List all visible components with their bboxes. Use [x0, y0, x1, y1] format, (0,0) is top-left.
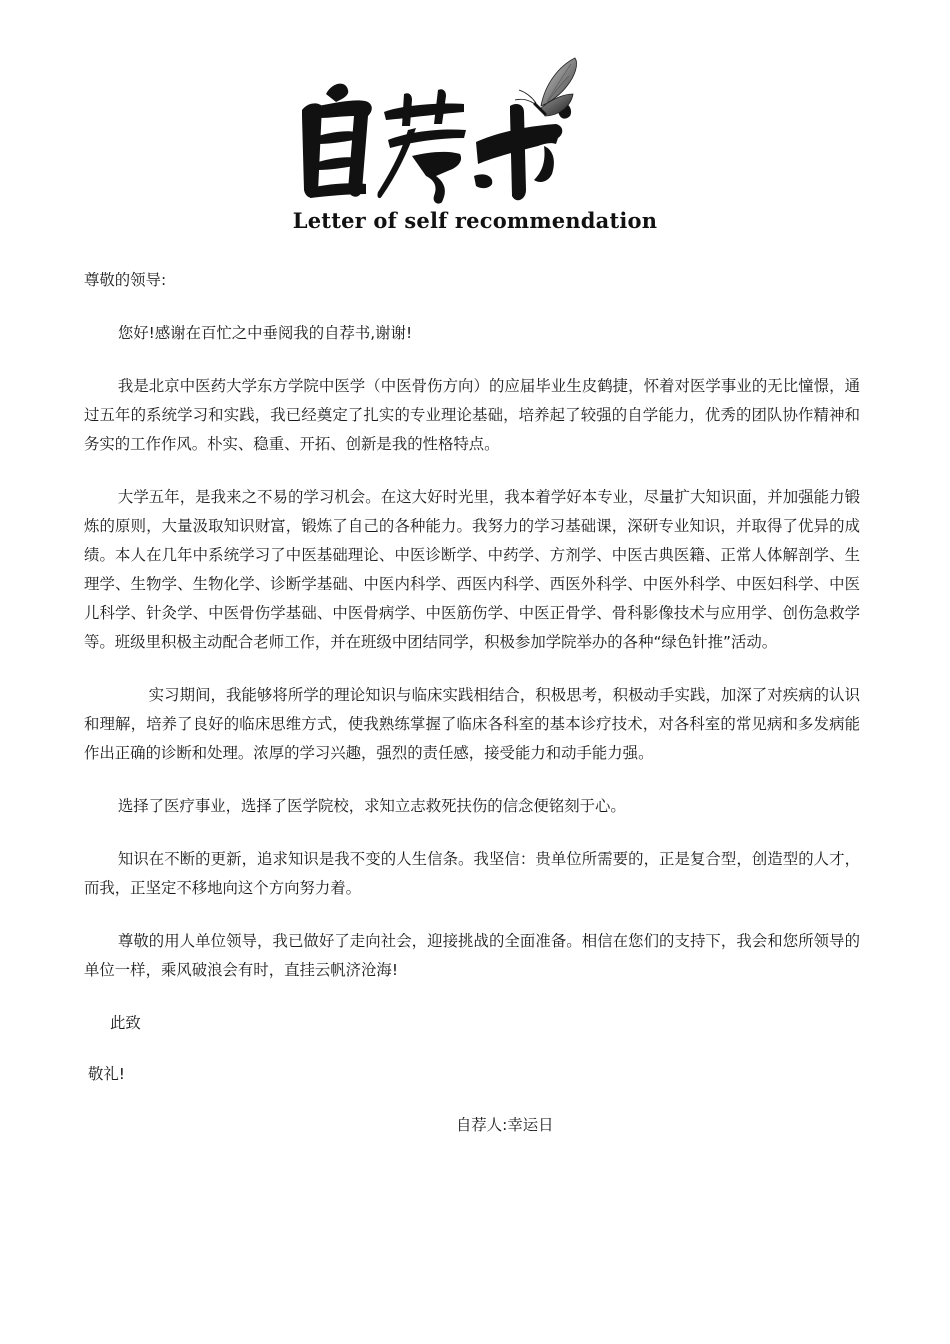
- letter-body: [84, 266, 860, 1164]
- paragraph-internship: 实习期间，我能够将所学的理论知识与临床实践相结合，积极思考，积极动手实践，加深了对疾病的认识和理解，培养了良好的临床思维方式，使我熟练掌握了临床各科室的基本诊疗技术，对各科室的常见病和多发病能作出正确的诊断和处理。浓厚的学习兴趣，强烈的责任感，接受能力和动手能力强。: [84, 686, 860, 762]
- letter-header: [0, 50, 950, 250]
- subtitle: Letter of self recommendation: [292, 208, 658, 233]
- closing-line-2: 敬礼!: [88, 1065, 125, 1083]
- butterfly-icon: [505, 54, 585, 132]
- greeting: 您好!感谢在百忙之中垂阅我的自荐书,谢谢!: [117, 324, 413, 342]
- paragraph-belief: 知识在不断的更新，追求知识是我不变的人生信条。我坚信：贵单位所需要的，正是复合型，创造型的人才，而我，正坚定不移地向这个方向努力着。: [84, 850, 860, 897]
- salutation: 尊敬的领导:: [84, 271, 167, 289]
- calligraphy-char-zi: [302, 84, 372, 198]
- calligraphy-char-jian: [377, 89, 466, 203]
- closing-line-1: 此致: [110, 1014, 141, 1032]
- paragraph-intro: 我是北京中医药大学东方学院中医学（中医骨伤方向）的应届毕业生皮鹤捷，怀着对医学事业的无比憧憬，通过五年的系统学习和实践，我已经奠定了扎实的专业理论基础，培养起了较强的自学能力，优秀的团队协作精神和务实的工作作风。朴实、稳重、开拓、创新是我的性格特点。: [84, 377, 860, 453]
- paragraph-university: 大学五年，是我来之不易的学习机会。在这大好时光里，我本着学好本专业，尽量扩大知识面，并加强能力锻炼的原则，大量汲取知识财富，锻炼了自己的各种能力。我努力的学习基础课，深研专业知识，并取得了优异的成绩。本人在几年中系统学习了中医基础理论、中医诊断学、中药学、方剂学、中医古典医籍、正常人体解剖学、生理学、生物学、生物化学、诊断学基础、中医内科学、西医内科学、西医外科学、中医外科学、中医妇科学、中医儿科学、针灸学、中医骨伤学基础、中医骨病学、中医筋伤学、中医正骨学、骨科影像技术与应用学、创伤急救学等。班级里积极主动配合老师工作，并在班级中团结同学，积极参加学院举办的各种“绿色针推”活动。: [84, 488, 860, 651]
- signature: 自荐人:幸运日: [456, 1116, 554, 1134]
- paragraph-career-choice: 选择了医疗事业，选择了医学院校，求知立志救死扶伤的信念便铭刻于心。: [117, 797, 626, 815]
- paragraph-readiness: 尊敬的用人单位领导，我已做好了走向社会，迎接挑战的全面准备。相信在您们的支持下，我会和您所领导的单位一样，乘风破浪会有时，直挂云帆济沧海!: [84, 932, 860, 979]
